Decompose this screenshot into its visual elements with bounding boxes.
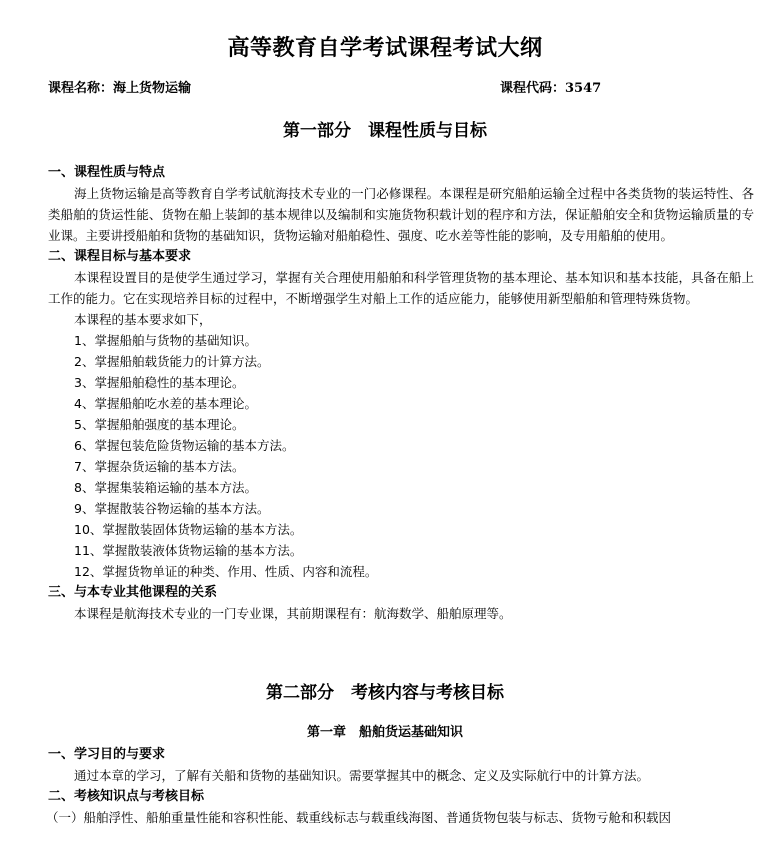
part1-section1-heading: 一、课程性质与特点	[48, 165, 166, 180]
list-item: 11、掌握散装液体货物运输的基本方法。	[74, 543, 303, 558]
part1-title: 第一部分 课程性质与目标	[283, 121, 487, 141]
part1-section3-heading: 三、与本专业其他课程的关系	[48, 585, 218, 600]
course-name: 课程名称：海上货物运输	[48, 81, 192, 96]
list-item: 8、掌握集装箱运输的基本方法。	[74, 480, 257, 495]
part1-content	[48, 162, 754, 624]
list-item: 5、掌握船舶强度的基本理论。	[74, 417, 245, 432]
list-item: 4、掌握船舶吃水差的基本理论。	[74, 396, 257, 411]
list-item: 10、掌握散装固体货物运输的基本方法。	[74, 522, 303, 537]
list-item: 2、掌握船舶载货能力的计算方法。	[74, 354, 270, 369]
list-item: 3、掌握船舶稳性的基本理论。	[74, 375, 245, 390]
list-item: 1、掌握船舶与货物的基础知识。	[74, 333, 257, 348]
course-meta	[48, 78, 748, 100]
part1-section3-paragraph: 本课程是航海技术专业的一门专业课，其前期课程有：航海数学、船舶原理等。	[74, 606, 512, 621]
part2-content	[48, 744, 754, 828]
part1-section2-paragraph: 本课程设置目的是使学生通过学习，掌握有关合理使用船舶和科学管理货物的基本理论、基本知识和基本技能，具备在船上工作的能力。它在实现培养目标的过程中，不断增强学生对船上工作的适应能力，能够使用新型船舶和管理特殊货物。	[48, 270, 754, 306]
part2-section1-paragraph: 通过本章的学习，了解有关船和货物的基础知识。需要掌握其中的概念、定义及实际航行中的计算方法。	[74, 768, 650, 783]
part1-section1-paragraph: 海上货物运输是高等教育自学考试航海技术专业的一门必修课程。本课程是研究船舶运输全过程中各类货物的装运特性、各类船舶的货运性能、货物在船上装卸的基本规律以及编制和实施货物积载计划的程序和方法，保证船舶安全和货物运输质量的专业课。主要讲授船舶和货物的基础知识，货物运输对船舶稳性、强度、吃水差等性能的影响，及专用船舶的使用。	[48, 186, 754, 243]
list-item: 12、掌握货物单证的种类、作用、性质、内容和流程。	[74, 564, 378, 579]
requirements-list	[48, 330, 754, 582]
part2-title: 第二部分 考核内容与考核目标	[266, 683, 504, 703]
part2-section1-heading: 一、学习目的与要求	[48, 747, 166, 762]
part2-section2-heading: 二、考核知识点与考核目标	[48, 789, 205, 804]
part1-section2-heading: 二、课程目标与基本要求	[48, 249, 192, 264]
list-item: 7、掌握杂货运输的基本方法。	[74, 459, 245, 474]
requirements-intro: 本课程的基本要求如下，	[74, 312, 212, 327]
list-item: 9、掌握散装谷物运输的基本方法。	[74, 501, 270, 516]
chapter1-title: 第一章 船舶货运基础知识	[306, 725, 463, 740]
list-item: 6、掌握包装危险货物运输的基本方法。	[74, 438, 295, 453]
part2-section2-item1: （一）船舶浮性、船舶重量性能和容积性能、载重线标志与载重线海图、普通货物包装与标志、货物亏舱和积载因	[46, 810, 672, 825]
course-code: 课程代码：3547	[500, 81, 602, 96]
document-title: 高等教育自学考试课程考试大纲	[227, 35, 543, 61]
